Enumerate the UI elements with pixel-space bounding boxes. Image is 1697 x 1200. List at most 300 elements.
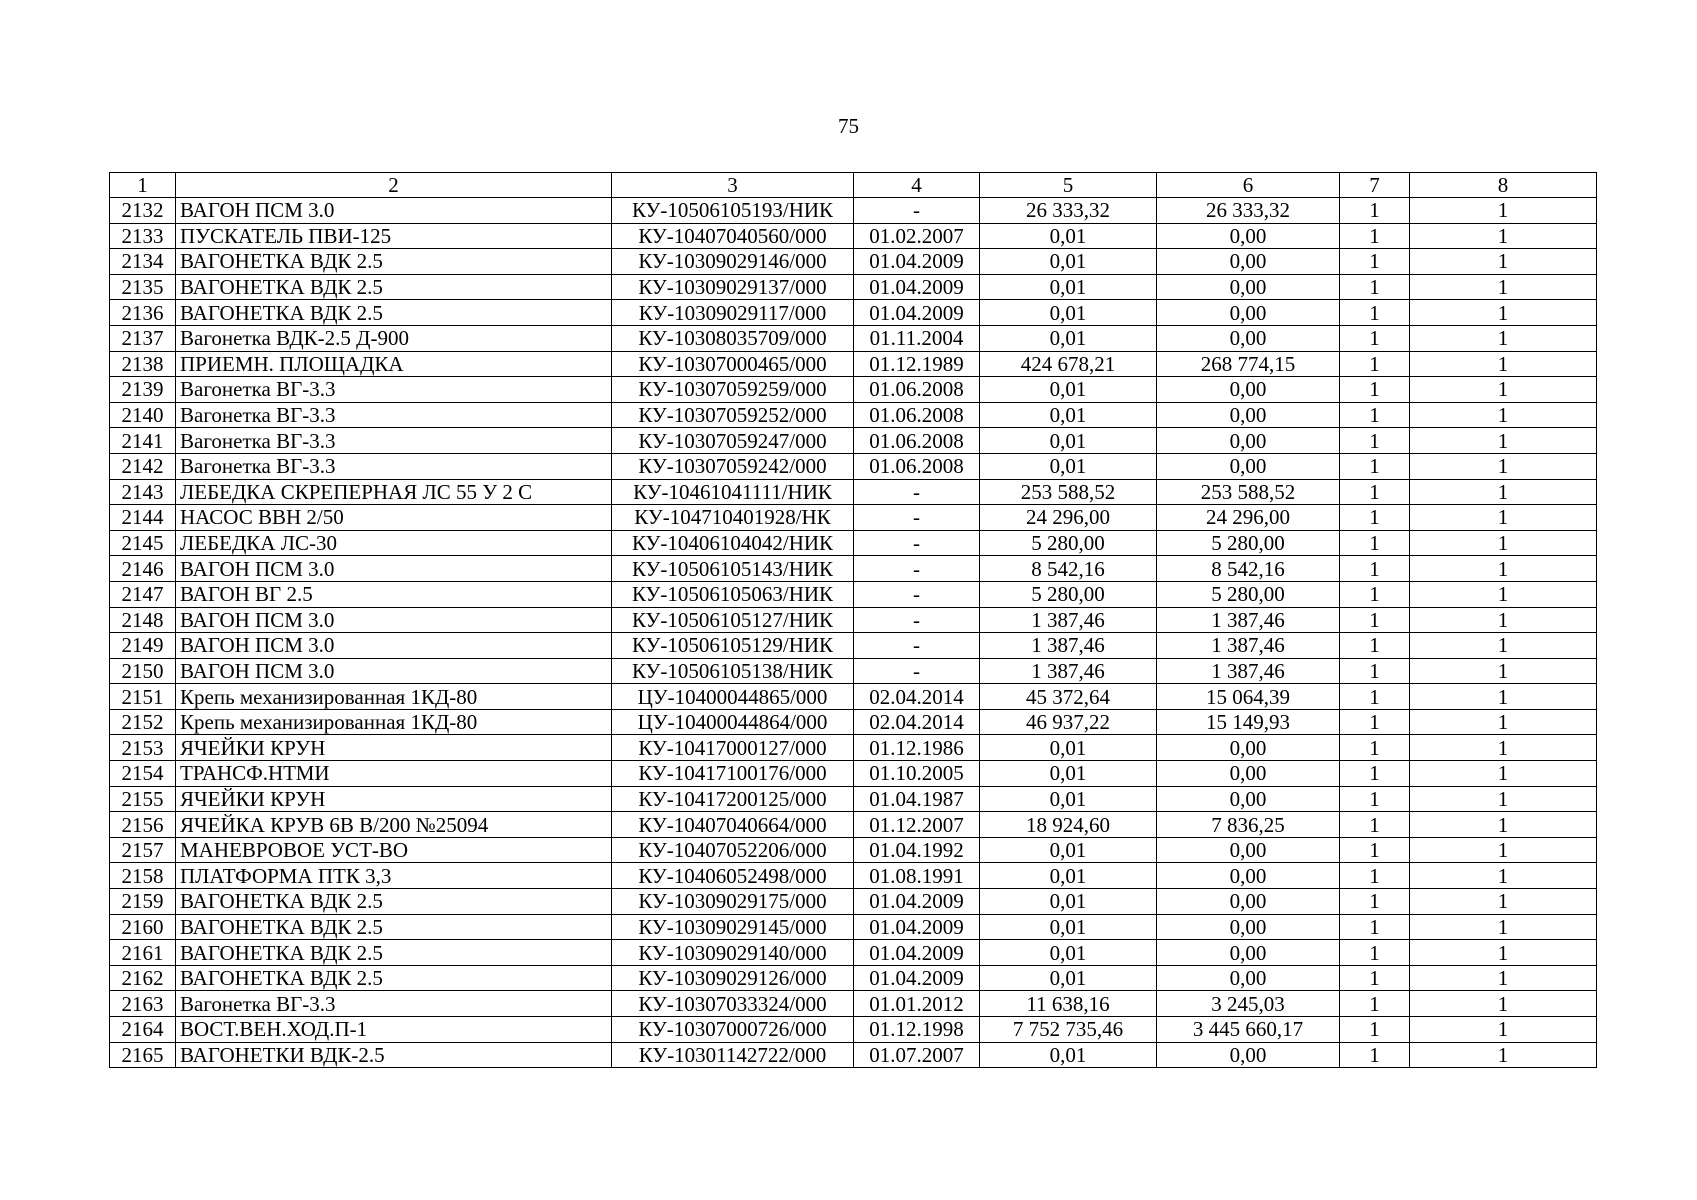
col7-cell: 1 <box>1340 607 1410 633</box>
col7-cell: 1 <box>1340 914 1410 940</box>
item-name-cell: ТРАНСФ.НТМИ <box>176 761 612 787</box>
col8-cell: 1 <box>1410 556 1597 582</box>
inventory-code-cell: КУ-10307059259/000 <box>612 377 854 403</box>
col7-cell: 1 <box>1340 735 1410 761</box>
col7-cell: 1 <box>1340 658 1410 684</box>
date-cell: 01.01.2012 <box>854 991 980 1017</box>
col7-cell: 1 <box>1340 274 1410 300</box>
residual-cost-cell: 0,00 <box>1157 940 1340 966</box>
table-row <box>110 965 1597 991</box>
row-number-cell: 2148 <box>110 607 176 633</box>
inventory-code-cell: КУ-10307059247/000 <box>612 428 854 454</box>
col7-cell: 1 <box>1340 530 1410 556</box>
col7-cell: 1 <box>1340 965 1410 991</box>
item-name-cell: ВАГОН ПСМ 3.0 <box>176 658 612 684</box>
col7-cell: 1 <box>1340 633 1410 659</box>
item-name-cell: ВАГОН ВГ 2.5 <box>176 581 612 607</box>
item-name-cell: ВОСТ.ВЕН.ХОД.П-1 <box>176 1017 612 1043</box>
initial-cost-cell: 253 588,52 <box>980 479 1157 505</box>
date-cell: 01.04.1987 <box>854 786 980 812</box>
date-cell: - <box>854 530 980 556</box>
inventory-code-cell: КУ-10301142722/000 <box>612 1042 854 1068</box>
residual-cost-cell: 0,00 <box>1157 223 1340 249</box>
date-cell: - <box>854 505 980 531</box>
table-row <box>110 658 1597 684</box>
col8-cell: 1 <box>1410 505 1597 531</box>
col7-cell: 1 <box>1340 377 1410 403</box>
date-cell: 01.06.2008 <box>854 453 980 479</box>
row-number-cell: 2134 <box>110 249 176 275</box>
row-number-cell: 2159 <box>110 889 176 915</box>
col7-cell: 1 <box>1340 709 1410 735</box>
residual-cost-cell: 253 588,52 <box>1157 479 1340 505</box>
residual-cost-cell: 0,00 <box>1157 249 1340 275</box>
header-cell: 2 <box>176 173 612 198</box>
row-number-cell: 2165 <box>110 1042 176 1068</box>
row-number-cell: 2132 <box>110 198 176 224</box>
col7-cell: 1 <box>1340 837 1410 863</box>
residual-cost-cell: 0,00 <box>1157 325 1340 351</box>
header-cell: 4 <box>854 173 980 198</box>
header-cell: 6 <box>1157 173 1340 198</box>
table-row <box>110 607 1597 633</box>
initial-cost-cell: 11 638,16 <box>980 991 1157 1017</box>
inventory-code-cell: КУ-10309029126/000 <box>612 965 854 991</box>
item-name-cell: Вагонетка ВГ-3.3 <box>176 453 612 479</box>
table-row <box>110 325 1597 351</box>
initial-cost-cell: 0,01 <box>980 377 1157 403</box>
inventory-code-cell: ЦУ-10400044864/000 <box>612 709 854 735</box>
col7-cell: 1 <box>1340 223 1410 249</box>
col7-cell: 1 <box>1340 1017 1410 1043</box>
item-name-cell: Вагонетка ВГ-3.3 <box>176 428 612 454</box>
date-cell: 01.12.1986 <box>854 735 980 761</box>
inventory-code-cell: КУ-10309029137/000 <box>612 274 854 300</box>
header-cell: 7 <box>1340 173 1410 198</box>
inventory-code-cell: КУ-10417000127/000 <box>612 735 854 761</box>
item-name-cell: ВАГОНЕТКА ВДК 2.5 <box>176 249 612 275</box>
header-cell: 8 <box>1410 173 1597 198</box>
residual-cost-cell: 3 445 660,17 <box>1157 1017 1340 1043</box>
residual-cost-cell: 0,00 <box>1157 274 1340 300</box>
inventory-code-cell: КУ-10309029146/000 <box>612 249 854 275</box>
row-number-cell: 2139 <box>110 377 176 403</box>
inventory-code-cell: КУ-10407040664/000 <box>612 812 854 838</box>
residual-cost-cell: 0,00 <box>1157 761 1340 787</box>
residual-cost-cell: 24 296,00 <box>1157 505 1340 531</box>
col8-cell: 1 <box>1410 633 1597 659</box>
date-cell: 01.02.2007 <box>854 223 980 249</box>
row-number-cell: 2147 <box>110 581 176 607</box>
residual-cost-cell: 0,00 <box>1157 453 1340 479</box>
col7-cell: 1 <box>1340 300 1410 326</box>
residual-cost-cell: 0,00 <box>1157 965 1340 991</box>
inventory-code-cell: КУ-10307033324/000 <box>612 991 854 1017</box>
col7-cell: 1 <box>1340 991 1410 1017</box>
row-number-cell: 2153 <box>110 735 176 761</box>
row-number-cell: 2133 <box>110 223 176 249</box>
row-number-cell: 2158 <box>110 863 176 889</box>
date-cell: 01.04.2009 <box>854 300 980 326</box>
initial-cost-cell: 0,01 <box>980 889 1157 915</box>
col8-cell: 1 <box>1410 198 1597 224</box>
col8-cell: 1 <box>1410 274 1597 300</box>
inventory-code-cell: КУ-10506105143/НИК <box>612 556 854 582</box>
table-row <box>110 453 1597 479</box>
residual-cost-cell: 0,00 <box>1157 377 1340 403</box>
row-number-cell: 2135 <box>110 274 176 300</box>
col7-cell: 1 <box>1340 351 1410 377</box>
inventory-code-cell: КУ-10309029175/000 <box>612 889 854 915</box>
col8-cell: 1 <box>1410 863 1597 889</box>
col8-cell: 1 <box>1410 812 1597 838</box>
date-cell: 01.04.2009 <box>854 940 980 966</box>
row-number-cell: 2137 <box>110 325 176 351</box>
initial-cost-cell: 45 372,64 <box>980 684 1157 710</box>
date-cell: 01.12.1998 <box>854 1017 980 1043</box>
item-name-cell: Вагонетка ВГ-3.3 <box>176 402 612 428</box>
date-cell: 01.04.2009 <box>854 965 980 991</box>
date-cell: 01.04.1992 <box>854 837 980 863</box>
table-row <box>110 556 1597 582</box>
col8-cell: 1 <box>1410 837 1597 863</box>
initial-cost-cell: 26 333,32 <box>980 198 1157 224</box>
residual-cost-cell: 3 245,03 <box>1157 991 1340 1017</box>
item-name-cell: МАНЕВРОВОЕ УСТ-ВО <box>176 837 612 863</box>
inventory-code-cell: КУ-10308035709/000 <box>612 325 854 351</box>
row-number-cell: 2136 <box>110 300 176 326</box>
residual-cost-cell: 7 836,25 <box>1157 812 1340 838</box>
item-name-cell: ПЛАТФОРМА ПТК 3,3 <box>176 863 612 889</box>
row-number-cell: 2157 <box>110 837 176 863</box>
initial-cost-cell: 0,01 <box>980 735 1157 761</box>
initial-cost-cell: 18 924,60 <box>980 812 1157 838</box>
residual-cost-cell: 0,00 <box>1157 786 1340 812</box>
col7-cell: 1 <box>1340 684 1410 710</box>
residual-cost-cell: 0,00 <box>1157 735 1340 761</box>
date-cell: 01.06.2008 <box>854 377 980 403</box>
col8-cell: 1 <box>1410 684 1597 710</box>
initial-cost-cell: 0,01 <box>980 837 1157 863</box>
table-row <box>110 402 1597 428</box>
table-row <box>110 274 1597 300</box>
row-number-cell: 2155 <box>110 786 176 812</box>
date-cell: - <box>854 607 980 633</box>
col8-cell: 1 <box>1410 709 1597 735</box>
row-number-cell: 2154 <box>110 761 176 787</box>
initial-cost-cell: 24 296,00 <box>980 505 1157 531</box>
col7-cell: 1 <box>1340 581 1410 607</box>
col8-cell: 1 <box>1410 453 1597 479</box>
date-cell: 01.10.2005 <box>854 761 980 787</box>
table-row <box>110 940 1597 966</box>
initial-cost-cell: 0,01 <box>980 223 1157 249</box>
date-cell: 01.04.2009 <box>854 249 980 275</box>
residual-cost-cell: 15 064,39 <box>1157 684 1340 710</box>
inventory-code-cell: КУ-10406052498/000 <box>612 863 854 889</box>
inventory-code-cell: КУ-10307000465/000 <box>612 351 854 377</box>
col8-cell: 1 <box>1410 428 1597 454</box>
item-name-cell: ВАГОН ПСМ 3.0 <box>176 633 612 659</box>
residual-cost-cell: 8 542,16 <box>1157 556 1340 582</box>
date-cell: 01.04.2009 <box>854 914 980 940</box>
date-cell: 01.06.2008 <box>854 428 980 454</box>
initial-cost-cell: 0,01 <box>980 761 1157 787</box>
inventory-code-cell: ЦУ-10400044865/000 <box>612 684 854 710</box>
header-cell: 5 <box>980 173 1157 198</box>
col7-cell: 1 <box>1340 863 1410 889</box>
table-row <box>110 786 1597 812</box>
inventory-code-cell: КУ-10307000726/000 <box>612 1017 854 1043</box>
col8-cell: 1 <box>1410 914 1597 940</box>
initial-cost-cell: 0,01 <box>980 863 1157 889</box>
residual-cost-cell: 0,00 <box>1157 837 1340 863</box>
row-number-cell: 2138 <box>110 351 176 377</box>
col7-cell: 1 <box>1340 786 1410 812</box>
header-cell: 3 <box>612 173 854 198</box>
date-cell: 01.12.1989 <box>854 351 980 377</box>
residual-cost-cell: 15 149,93 <box>1157 709 1340 735</box>
initial-cost-cell: 1 387,46 <box>980 607 1157 633</box>
residual-cost-cell: 0,00 <box>1157 889 1340 915</box>
col8-cell: 1 <box>1410 940 1597 966</box>
item-name-cell: Крепь механизированная 1КД-80 <box>176 709 612 735</box>
residual-cost-cell: 5 280,00 <box>1157 530 1340 556</box>
col8-cell: 1 <box>1410 761 1597 787</box>
table-header-row <box>110 173 1597 198</box>
inventory-code-cell: КУ-104710401928/НК <box>612 505 854 531</box>
row-number-cell: 2143 <box>110 479 176 505</box>
date-cell: 01.11.2004 <box>854 325 980 351</box>
table-row <box>110 198 1597 224</box>
table-row <box>110 351 1597 377</box>
date-cell: 01.04.2009 <box>854 274 980 300</box>
initial-cost-cell: 1 387,46 <box>980 658 1157 684</box>
initial-cost-cell: 46 937,22 <box>980 709 1157 735</box>
inventory-code-cell: КУ-10417100176/000 <box>612 761 854 787</box>
inventory-code-cell: КУ-10506105127/НИК <box>612 607 854 633</box>
residual-cost-cell: 268 774,15 <box>1157 351 1340 377</box>
col8-cell: 1 <box>1410 581 1597 607</box>
residual-cost-cell: 1 387,46 <box>1157 658 1340 684</box>
table-row <box>110 223 1597 249</box>
table-row <box>110 709 1597 735</box>
col8-cell: 1 <box>1410 786 1597 812</box>
table-row <box>110 735 1597 761</box>
header-cell: 1 <box>110 173 176 198</box>
col8-cell: 1 <box>1410 249 1597 275</box>
row-number-cell: 2141 <box>110 428 176 454</box>
inventory-code-cell: КУ-10307059242/000 <box>612 453 854 479</box>
initial-cost-cell: 8 542,16 <box>980 556 1157 582</box>
row-number-cell: 2149 <box>110 633 176 659</box>
item-name-cell: ВАГОНЕТКА ВДК 2.5 <box>176 274 612 300</box>
table-row <box>110 991 1597 1017</box>
row-number-cell: 2164 <box>110 1017 176 1043</box>
col8-cell: 1 <box>1410 889 1597 915</box>
initial-cost-cell: 0,01 <box>980 402 1157 428</box>
row-number-cell: 2145 <box>110 530 176 556</box>
residual-cost-cell: 0,00 <box>1157 428 1340 454</box>
col8-cell: 1 <box>1410 351 1597 377</box>
item-name-cell: ВАГОНЕТКА ВДК 2.5 <box>176 965 612 991</box>
col7-cell: 1 <box>1340 325 1410 351</box>
date-cell: 01.08.1991 <box>854 863 980 889</box>
col7-cell: 1 <box>1340 453 1410 479</box>
date-cell: 02.04.2014 <box>854 709 980 735</box>
inventory-code-cell: КУ-10309029140/000 <box>612 940 854 966</box>
initial-cost-cell: 0,01 <box>980 300 1157 326</box>
initial-cost-cell: 0,01 <box>980 325 1157 351</box>
item-name-cell: ЯЧЕЙКА КРУВ 6В В/200 №25094 <box>176 812 612 838</box>
inventory-code-cell: КУ-10307059252/000 <box>612 402 854 428</box>
item-name-cell: ВАГОНЕТКА ВДК 2.5 <box>176 300 612 326</box>
col8-cell: 1 <box>1410 223 1597 249</box>
item-name-cell: ЯЧЕЙКИ КРУН <box>176 786 612 812</box>
residual-cost-cell: 5 280,00 <box>1157 581 1340 607</box>
inventory-code-cell: КУ-10309029145/000 <box>612 914 854 940</box>
item-name-cell: ЛЕБЕДКА СКРЕПЕРНАЯ ЛС 55 У 2 С <box>176 479 612 505</box>
initial-cost-cell: 0,01 <box>980 274 1157 300</box>
table-row <box>110 684 1597 710</box>
col7-cell: 1 <box>1340 761 1410 787</box>
row-number-cell: 2160 <box>110 914 176 940</box>
row-number-cell: 2150 <box>110 658 176 684</box>
initial-cost-cell: 0,01 <box>980 914 1157 940</box>
col8-cell: 1 <box>1410 607 1597 633</box>
table-row <box>110 479 1597 505</box>
inventory-code-cell: КУ-10407040560/000 <box>612 223 854 249</box>
col7-cell: 1 <box>1340 505 1410 531</box>
row-number-cell: 2162 <box>110 965 176 991</box>
initial-cost-cell: 5 280,00 <box>980 581 1157 607</box>
item-name-cell: ВАГОН ПСМ 3.0 <box>176 556 612 582</box>
item-name-cell: ВАГОНЕТКА ВДК 2.5 <box>176 889 612 915</box>
inventory-code-cell: КУ-10506105129/НИК <box>612 633 854 659</box>
table-row <box>110 633 1597 659</box>
inventory-code-cell: КУ-10407052206/000 <box>612 837 854 863</box>
col7-cell: 1 <box>1340 198 1410 224</box>
item-name-cell: ВАГОНЕТКА ВДК 2.5 <box>176 940 612 966</box>
row-number-cell: 2163 <box>110 991 176 1017</box>
col8-cell: 1 <box>1410 1017 1597 1043</box>
item-name-cell: ВАГОНЕТКИ ВДК-2.5 <box>176 1042 612 1068</box>
col7-cell: 1 <box>1340 889 1410 915</box>
col8-cell: 1 <box>1410 479 1597 505</box>
initial-cost-cell: 424 678,21 <box>980 351 1157 377</box>
row-number-cell: 2156 <box>110 812 176 838</box>
row-number-cell: 2142 <box>110 453 176 479</box>
initial-cost-cell: 0,01 <box>980 1042 1157 1068</box>
date-cell: 01.07.2007 <box>854 1042 980 1068</box>
date-cell: - <box>854 581 980 607</box>
item-name-cell: ЛЕБЕДКА ЛС-30 <box>176 530 612 556</box>
table-row <box>110 812 1597 838</box>
item-name-cell: ПУСКАТЕЛЬ ПВИ-125 <box>176 223 612 249</box>
date-cell: - <box>854 633 980 659</box>
row-number-cell: 2152 <box>110 709 176 735</box>
date-cell: - <box>854 658 980 684</box>
initial-cost-cell: 0,01 <box>980 940 1157 966</box>
date-cell: 02.04.2014 <box>854 684 980 710</box>
initial-cost-cell: 5 280,00 <box>980 530 1157 556</box>
item-name-cell: НАСОС ВВН 2/50 <box>176 505 612 531</box>
table-row <box>110 761 1597 787</box>
col7-cell: 1 <box>1340 812 1410 838</box>
residual-cost-cell: 1 387,46 <box>1157 607 1340 633</box>
residual-cost-cell: 1 387,46 <box>1157 633 1340 659</box>
table-row <box>110 505 1597 531</box>
inventory-table <box>109 172 1597 1068</box>
item-name-cell: ВАГОН ПСМ 3.0 <box>176 198 612 224</box>
row-number-cell: 2151 <box>110 684 176 710</box>
table-row <box>110 249 1597 275</box>
col7-cell: 1 <box>1340 479 1410 505</box>
residual-cost-cell: 0,00 <box>1157 300 1340 326</box>
col7-cell: 1 <box>1340 249 1410 275</box>
table-row <box>110 1042 1597 1068</box>
inventory-code-cell: КУ-10309029117/000 <box>612 300 854 326</box>
inventory-code-cell: КУ-10506105063/НИК <box>612 581 854 607</box>
initial-cost-cell: 0,01 <box>980 428 1157 454</box>
inventory-code-cell: КУ-10417200125/000 <box>612 786 854 812</box>
item-name-cell: ЯЧЕЙКИ КРУН <box>176 735 612 761</box>
col7-cell: 1 <box>1340 402 1410 428</box>
table-row <box>110 377 1597 403</box>
table-body <box>110 198 1597 1068</box>
item-name-cell: ВАГОН ПСМ 3.0 <box>176 607 612 633</box>
initial-cost-cell: 0,01 <box>980 965 1157 991</box>
item-name-cell: Вагонетка ВГ-3.3 <box>176 377 612 403</box>
row-number-cell: 2144 <box>110 505 176 531</box>
table-row <box>110 300 1597 326</box>
col7-cell: 1 <box>1340 1042 1410 1068</box>
residual-cost-cell: 0,00 <box>1157 863 1340 889</box>
col7-cell: 1 <box>1340 940 1410 966</box>
page-number: 75 <box>838 114 859 138</box>
col8-cell: 1 <box>1410 530 1597 556</box>
initial-cost-cell: 1 387,46 <box>980 633 1157 659</box>
item-name-cell: ПРИЕМН. ПЛОЩАДКА <box>176 351 612 377</box>
col8-cell: 1 <box>1410 1042 1597 1068</box>
date-cell: 01.06.2008 <box>854 402 980 428</box>
table-row <box>110 914 1597 940</box>
inventory-code-cell: КУ-10506105138/НИК <box>612 658 854 684</box>
col8-cell: 1 <box>1410 402 1597 428</box>
table-row <box>110 889 1597 915</box>
date-cell: 01.04.2009 <box>854 889 980 915</box>
initial-cost-cell: 0,01 <box>980 249 1157 275</box>
residual-cost-cell: 0,00 <box>1157 1042 1340 1068</box>
initial-cost-cell: 0,01 <box>980 786 1157 812</box>
row-number-cell: 2146 <box>110 556 176 582</box>
table-row <box>110 837 1597 863</box>
residual-cost-cell: 0,00 <box>1157 402 1340 428</box>
row-number-cell: 2140 <box>110 402 176 428</box>
col8-cell: 1 <box>1410 735 1597 761</box>
col7-cell: 1 <box>1340 428 1410 454</box>
table-row <box>110 863 1597 889</box>
col8-cell: 1 <box>1410 377 1597 403</box>
inventory-code-cell: КУ-10506105193/НИК <box>612 198 854 224</box>
initial-cost-cell: 0,01 <box>980 453 1157 479</box>
date-cell: - <box>854 556 980 582</box>
initial-cost-cell: 7 752 735,46 <box>980 1017 1157 1043</box>
table-row <box>110 428 1597 454</box>
item-name-cell: ВАГОНЕТКА ВДК 2.5 <box>176 914 612 940</box>
date-cell: - <box>854 198 980 224</box>
row-number-cell: 2161 <box>110 940 176 966</box>
